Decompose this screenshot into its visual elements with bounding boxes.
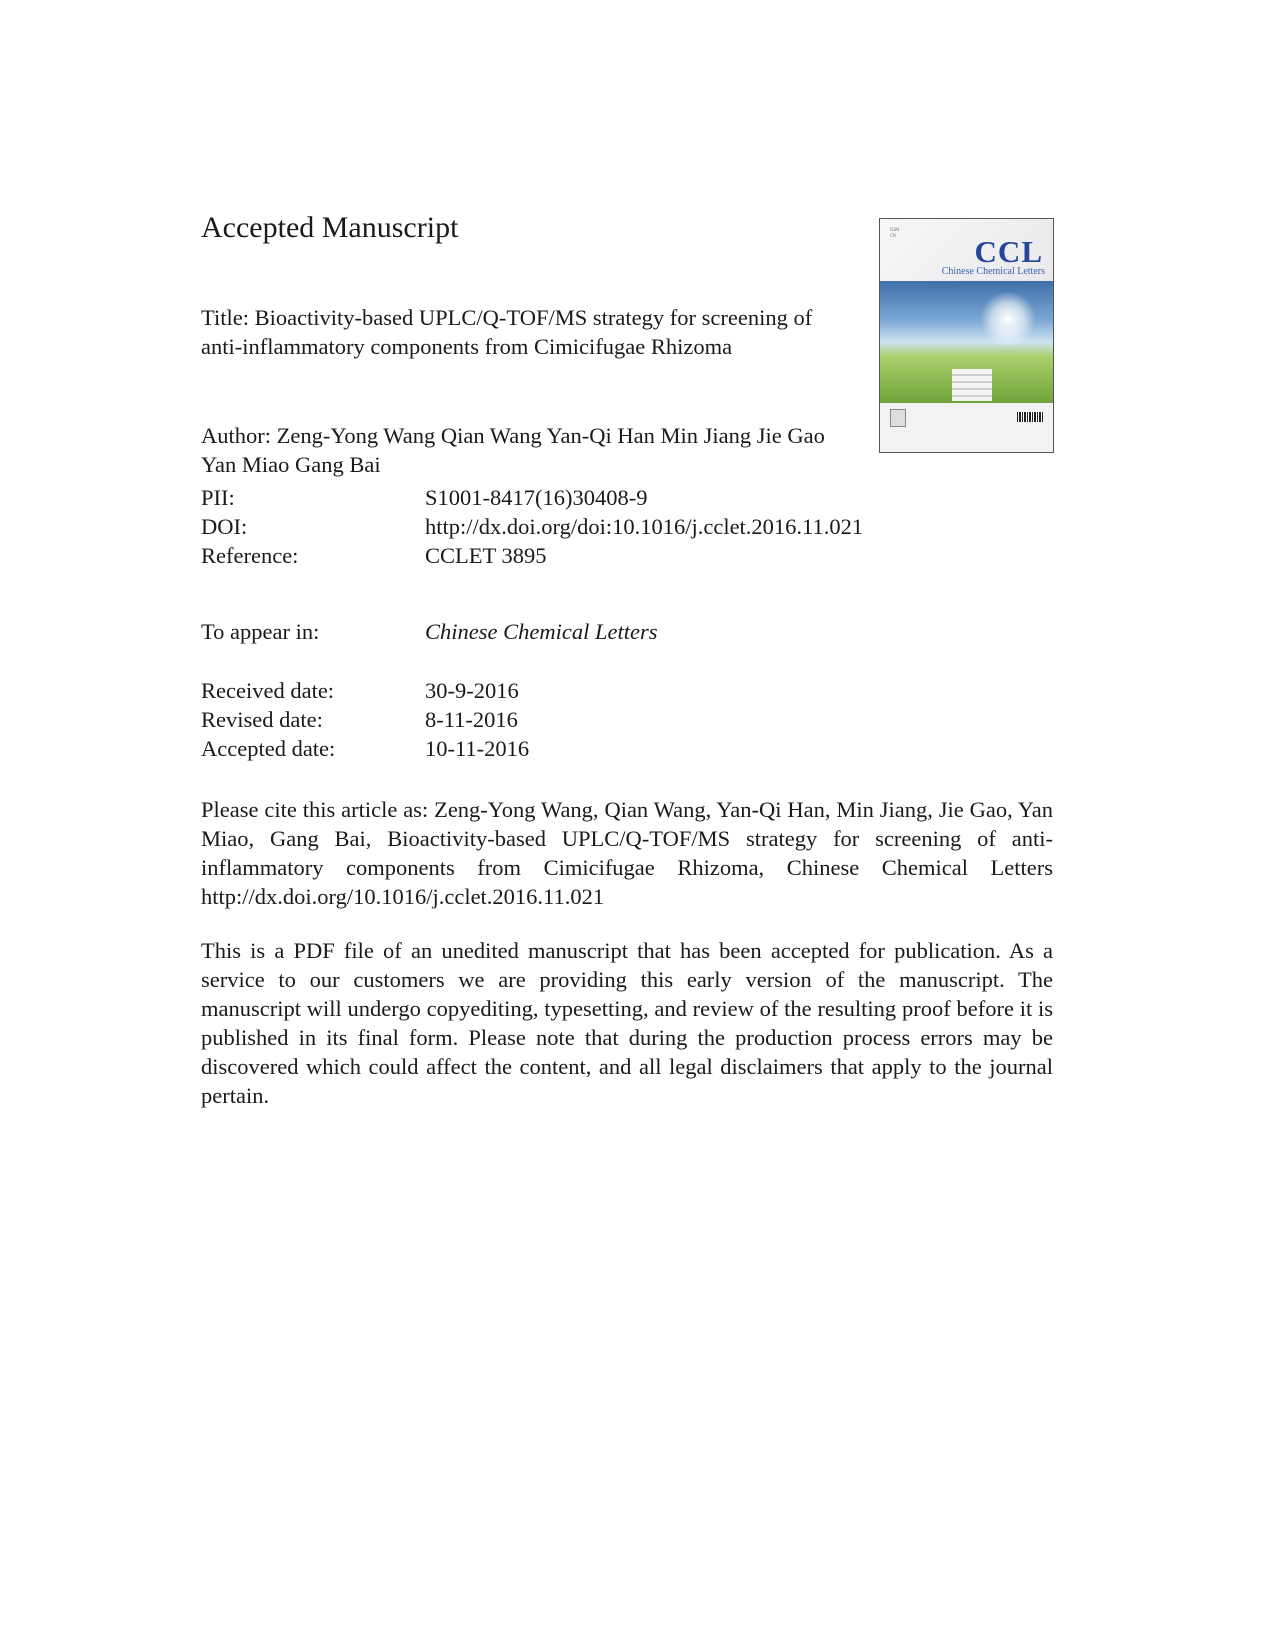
article-title: Title: Bioactivity-based UPLC/Q-TOF/MS strategy for screening of anti-inflammatory components from Cimicifugae Rhizoma	[201, 305, 813, 359]
disclaimer-paragraph: This is a PDF file of an unedited manuscript that has been accepted for publication. As a service to our customers we are providing this early version of the manuscript. The manuscript will undergo copyediting, typesetting, and review of the resulting proof before it is published in its final form. Please note that during the production process errors may be discovered which could affect the content, and all legal disclaimers that apply to the journal pertain.	[201, 938, 1053, 1108]
revised-label: Revised date:	[201, 707, 323, 732]
doi-value: http://dx.doi.org/doi:10.1016/j.cclet.2016.11.021	[425, 514, 864, 539]
dates-block	[201, 676, 529, 763]
appear-label: To appear in:	[201, 619, 320, 644]
accepted-value: 10-11-2016	[425, 736, 530, 761]
cover-stairs	[952, 369, 992, 401]
pii-value: S1001-8417(16)30408-9	[425, 485, 648, 510]
received-row	[201, 676, 529, 705]
revised-row	[201, 705, 529, 734]
cover-issn-text: ISSN CN	[890, 227, 900, 238]
page-heading: Accepted Manuscript	[201, 211, 459, 244]
journal-cover-image	[879, 218, 1054, 453]
doi-row	[201, 512, 863, 541]
reference-label: Reference:	[201, 543, 299, 568]
doi-label: DOI:	[201, 514, 248, 539]
pii-label: PII:	[201, 485, 235, 510]
received-value: 30-9-2016	[425, 678, 519, 703]
accepted-label: Accepted date:	[201, 736, 336, 761]
barcode-icon	[1017, 412, 1043, 422]
reference-value: CCLET 3895	[425, 543, 547, 568]
received-label: Received date:	[201, 678, 335, 703]
publisher-logo-icon	[890, 409, 906, 427]
identifiers-block	[201, 483, 863, 570]
appear-block	[201, 617, 657, 646]
cover-light-burst	[980, 291, 1036, 347]
accepted-row	[201, 734, 529, 763]
article-authors: Author: Zeng-Yong Wang Qian Wang Yan-Qi Han Min Jiang Jie Gao Yan Miao Gang Bai	[201, 423, 825, 477]
cover-journal-name: Chinese Chemical Letters	[941, 266, 1045, 277]
revised-value: 8-11-2016	[425, 707, 518, 732]
cover-abbrev: CCL	[974, 234, 1043, 269]
citation-paragraph: Please cite this article as: Zeng-Yong Wang, Qian Wang, Yan-Qi Han, Min Jiang, Jie Gao, Yan Miao, Gang Bai, Bioactivity-based UPLC/Q-TOF/MS strategy for screening of anti-inflammatory components from Cimicifugae Rhizoma, Chinese Chemical Letters http://dx.doi.org/10.1016/j.cclet.2016.11.021	[201, 797, 1053, 909]
reference-row	[201, 541, 863, 570]
pii-row	[201, 483, 863, 512]
journal-name: Chinese Chemical Letters	[425, 619, 658, 644]
appear-row	[201, 617, 657, 646]
